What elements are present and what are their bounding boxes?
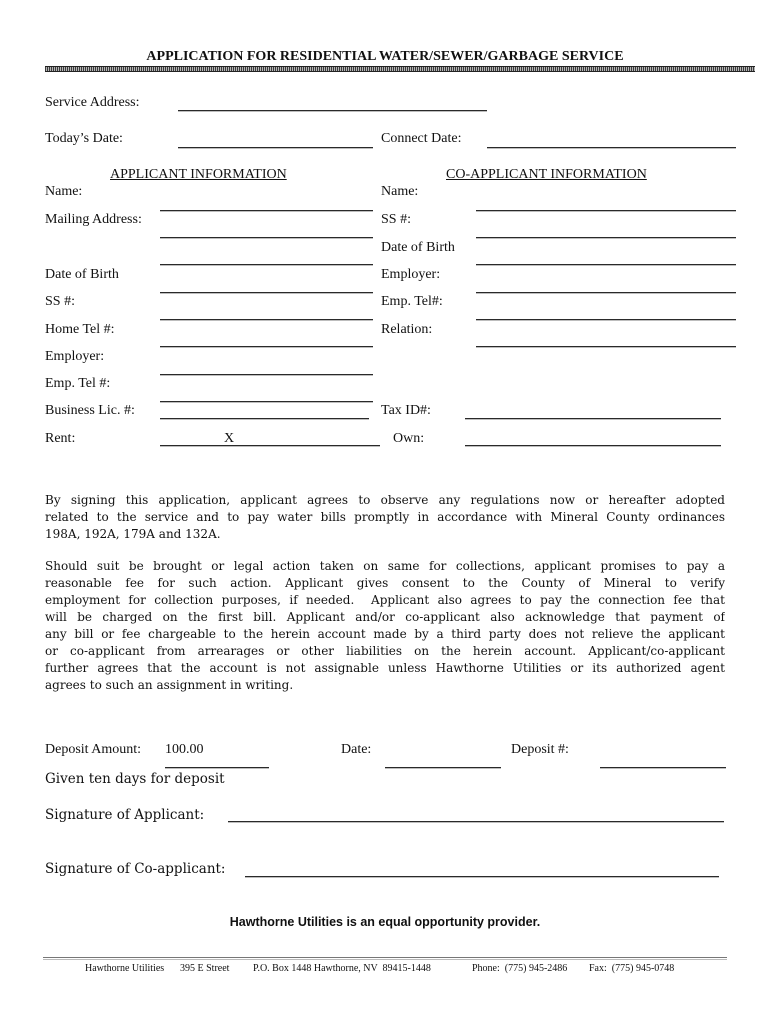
deposit-date-label: Date: [341, 742, 372, 757]
deposit-amount-value: 100.00 [165, 742, 204, 757]
todays-date-field[interactable] [178, 147, 373, 149]
business-lic-field[interactable] [160, 418, 369, 420]
footer-divider [43, 957, 727, 960]
co-applicant-signature-field[interactable] [245, 876, 719, 878]
paragraph-line: agrees to such an assignment in writing. [45, 678, 294, 692]
deposit-number-field[interactable] [600, 767, 726, 769]
deposit-number-label: Deposit #: [511, 742, 569, 757]
own-field[interactable] [465, 445, 721, 447]
connect-date-label: Connect Date: [381, 131, 462, 146]
title-divider [45, 66, 755, 72]
form-title: APPLICATION FOR RESIDENTIAL WATER/SEWER/GARBAGE SERVICE [146, 49, 624, 64]
co-applicant-ss-field[interactable] [476, 237, 736, 239]
deposit-date-field[interactable] [385, 767, 501, 769]
own-label: Own: [393, 431, 425, 446]
paragraph-line: employment for collection purposes, if needed. Applicant also agrees to pay the connection fee that [45, 593, 725, 607]
applicant-home-tel-label: Home Tel #: [45, 322, 115, 337]
co-applicant-employer-field[interactable] [476, 292, 736, 294]
footer-street: 395 E Street [180, 963, 230, 974]
service-address-field[interactable] [178, 110, 487, 112]
paragraph-line: reasonable fee for such action. Applicant gives consent to the County of Mineral to verify [45, 576, 725, 590]
rent-label: Rent: [45, 431, 76, 446]
co-applicant-dob-label: Date of Birth [381, 240, 455, 255]
applicant-signature-field[interactable] [228, 821, 724, 823]
rent-field[interactable] [160, 445, 380, 447]
deposit-amount-field[interactable] [165, 767, 269, 769]
footer-po-box: P.O. Box 1448 Hawthorne, NV 89415-1448 [253, 963, 431, 974]
footer-phone: Phone: (775) 945-2486 [472, 963, 568, 974]
co-applicant-dob-field[interactable] [476, 264, 736, 266]
co-applicant-emp-tel-field[interactable] [476, 319, 736, 321]
co-applicant-signature-label: Signature of Co-applicant: [45, 861, 226, 877]
equal-opportunity-notice: Hawthorne Utilities is an equal opportunity provider. [229, 915, 541, 929]
applicant-mailing-address-field[interactable] [160, 237, 373, 239]
paragraph-line: related to the service and to pay water bills promptly in accordance with Mineral County ordinances [45, 510, 725, 524]
co-applicant-relation-label: Relation: [381, 322, 433, 337]
co-applicant-ss-label: SS #: [381, 212, 411, 227]
applicant-name-field[interactable] [160, 210, 373, 212]
connect-date-field[interactable] [487, 147, 736, 149]
applicant-info-heading: APPLICANT INFORMATION [110, 167, 287, 182]
paragraph-line: By signing this application, applicant agrees to observe any regulations now or hereafter adopted [45, 493, 725, 507]
deposit-note: Given ten days for deposit [45, 771, 225, 787]
paragraph-line: 198A, 192A, 179A and 132A. [45, 527, 221, 541]
co-applicant-relation-field[interactable] [476, 346, 736, 348]
co-applicant-info-heading: CO-APPLICANT INFORMATION [446, 167, 647, 182]
applicant-employer-label: Employer: [45, 349, 105, 364]
applicant-ss-field[interactable] [160, 319, 373, 321]
applicant-emp-tel-field[interactable] [160, 401, 373, 403]
applicant-home-tel-field[interactable] [160, 346, 373, 348]
applicant-name-label: Name: [45, 184, 83, 199]
applicant-dob-field[interactable] [160, 292, 373, 294]
footer-org-name: Hawthorne Utilities [85, 963, 165, 974]
applicant-signature-label: Signature of Applicant: [45, 807, 205, 823]
applicant-employer-field[interactable] [160, 374, 373, 376]
co-applicant-name-label: Name: [381, 184, 419, 199]
service-address-label: Service Address: [45, 95, 140, 110]
applicant-ss-label: SS #: [45, 294, 75, 309]
paragraph-line: will be charged on the first bill. Applicant and/or co-applicant also acknowledge that payment of [45, 610, 725, 624]
todays-date-label: Today’s Date: [45, 131, 123, 146]
paragraph-line: Should suit be brought or legal action taken on same for collections, applicant promises to pay a [45, 559, 725, 573]
rent-mark: X [224, 431, 235, 446]
applicant-emp-tel-label: Emp. Tel #: [45, 376, 111, 391]
tax-id-field[interactable] [465, 418, 721, 420]
business-lic-label: Business Lic. #: [45, 403, 135, 418]
tax-id-label: Tax ID#: [381, 403, 431, 418]
paragraph-line: or co-applicant from arrearages or other liabilities on the herein account. Applicant/co-applicant [45, 644, 725, 658]
paragraph-line: further agrees that the account is not assignable unless Hawthorne Utilities or its authorized agent [45, 661, 725, 675]
footer-fax: Fax: (775) 945-0748 [589, 963, 675, 974]
paragraph-line: any bill or fee chargeable to the herein account made by a third party does not relieve the applicant [45, 627, 725, 641]
applicant-dob-label: Date of Birth [45, 267, 119, 282]
deposit-amount-label: Deposit Amount: [45, 742, 142, 757]
co-applicant-name-field[interactable] [476, 210, 736, 212]
applicant-mailing-address-field-line-2[interactable] [160, 264, 373, 266]
co-applicant-emp-tel-label: Emp. Tel#: [381, 294, 443, 309]
applicant-mailing-address-label: Mailing Address: [45, 212, 142, 227]
co-applicant-employer-label: Employer: [381, 267, 441, 282]
